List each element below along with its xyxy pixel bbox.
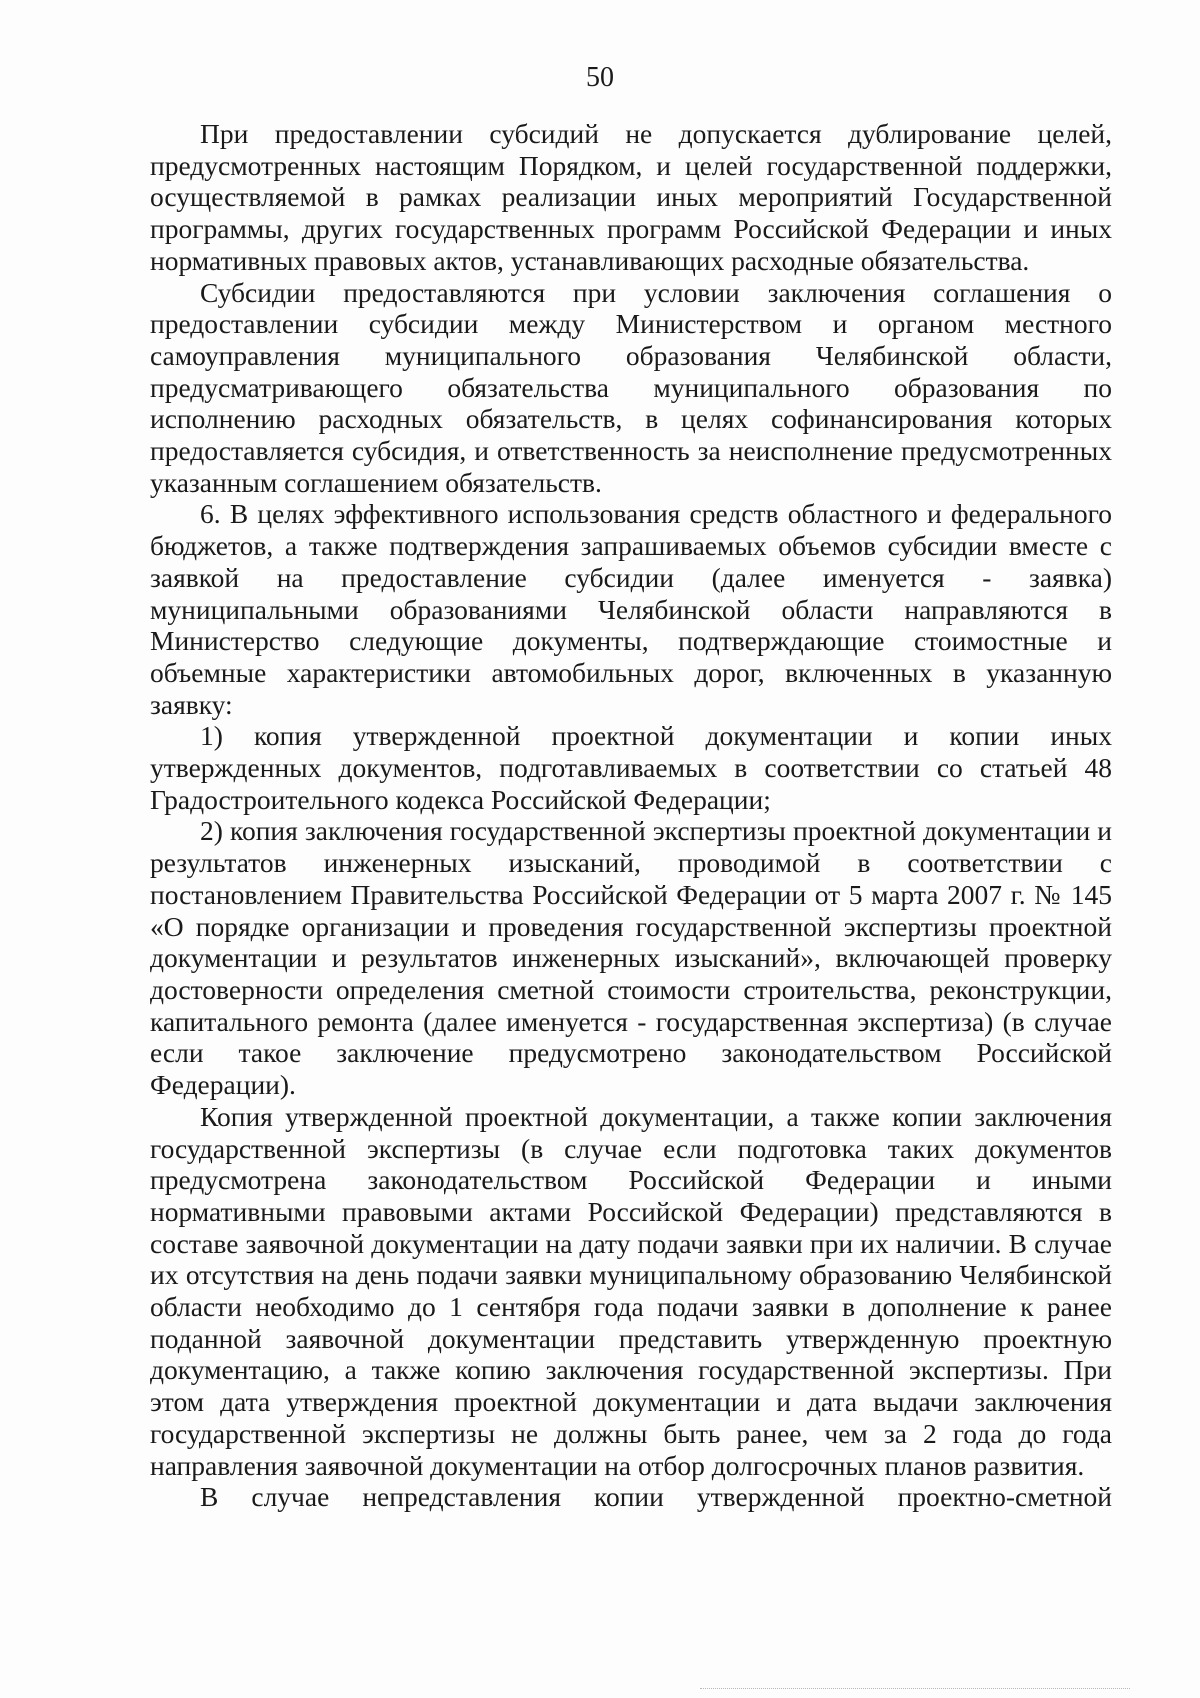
paragraph-subitem-1: 1) копия утвержденной проектной документации и копии иных утвержденных документов, подготавливаемых в соответствии со статьей 48 Градостроительного кодекса Российской Федерации; xyxy=(150,720,1112,815)
paragraph-no-duplication: При предоставлении субсидий не допускается дублирование целей, предусмотренных настоящим Порядком, и целей государственной поддержки, осуществляемой в рамках реализации иных мероприятий Государственной программы, других государственных программ Российской Федерации и иных нормативных правовых актов, устанавливающих расходные обязательства. xyxy=(150,118,1112,276)
paragraph-subsidy-agreement: Субсидии предоставляются при условии заключения соглашения о предоставлении субсидии между Министерством и органом местного самоуправления муниципального образования Челябинской области, предусматривающего обязательства муниципального образования по исполнению расходных обязательств, в целях софинансирования которых предоставляется субсидия, и ответственность за неисполнение предусмотренных указанным соглашением обязательств. xyxy=(150,276,1112,498)
page-number: 50 xyxy=(586,62,614,93)
paragraph-non-submission: В случае непредставления копии утвержденной проектно-сметной xyxy=(200,1481,1112,1513)
paragraph-subitem-2: 2) копия заключения государственной экспертизы проектной документации и результатов инженерных изысканий, проводимой в соответствии с постановлением Правительства Российской Федерации от 5 марта 2007 г. № 145 «О порядке организации и проведения государственной экспертизы проектной документации и результатов инженерных изысканий», включающей проверку достоверности определения сметной стоимости строительства, реконструкции, капитального ремонта (далее именуется - государственная экспертиза) (в случае если такое заключение предусмотрено законодательством Российской Федерации). xyxy=(150,815,1112,1101)
paragraph-copy-documentation: Копия утвержденной проектной документации, а также копии заключения государственной экспертизы (в случае если подготовка таких документов предусмотрена законодательством Российской Федерации и иными нормативными правовыми актами Российской Федерации) представляются в составе заявочной документации на дату подачи заявки при их наличии. В случае их отсутствия на день подачи заявки муниципальному образованию Челябинской области необходимо до 1 сентября года подачи заявки в дополнение к ранее поданной заявочной документации представить утвержденную проектную документацию, а также копию заключения государственной экспертизы. При этом дата утверждения проектной документации и дата выдачи заключения государственной экспертизы не должны быть ранее, чем за 2 года до года направления заявочной документации на отбор долгосрочных планов развития. xyxy=(150,1100,1112,1481)
scan-edge-divider xyxy=(700,1688,1130,1689)
paragraph-item-6: 6. В целях эффективного использования средств областного и федерального бюджетов, а также подтверждения запрашиваемых объемов субсидии вместе с заявкой на предоставление субсидии (далее именуется - заявка) муниципальными образованиями Челябинской области направляются в Министерство следующие документы, подтверждающие стоимостные и объемные характеристики автомобильных дорог, включенных в указанную заявку: xyxy=(150,498,1112,720)
document-body xyxy=(150,118,1112,1513)
